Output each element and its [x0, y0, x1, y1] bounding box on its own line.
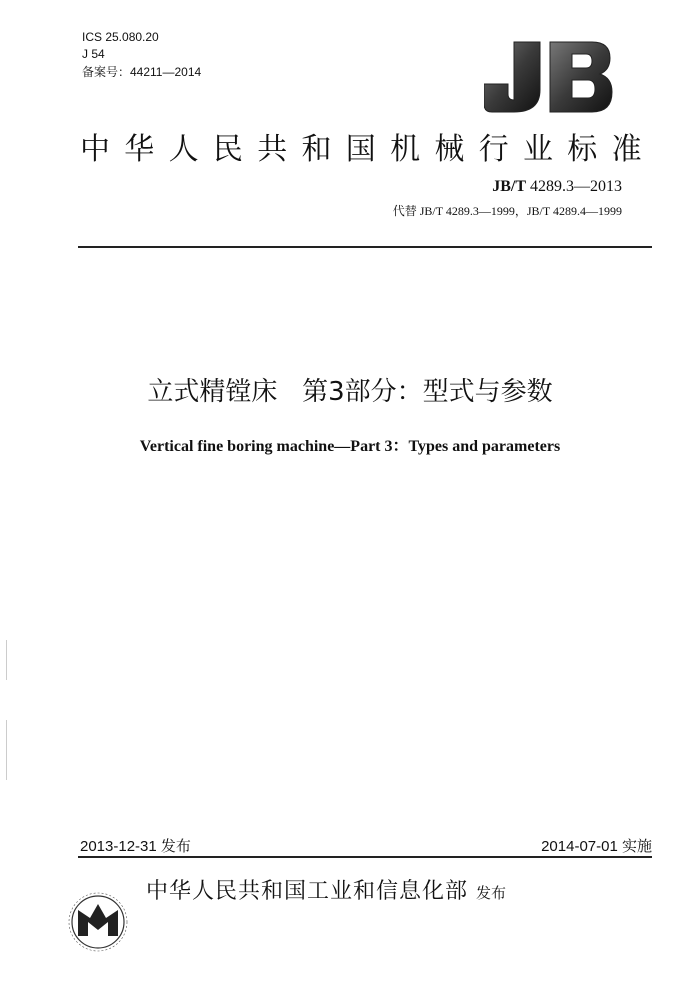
issue-date: 2013-12-31 发布	[80, 838, 191, 855]
top-divider	[78, 246, 652, 248]
standard-code-prefix: JB/T	[492, 178, 526, 195]
standard-code-number: 4289.3—2013	[530, 178, 622, 195]
organization-title: 中华人民共和国机械行业标准	[80, 132, 656, 167]
scan-edge-mark	[6, 640, 7, 680]
publisher	[146, 874, 506, 905]
standard-number	[492, 178, 622, 196]
ics-code: ICS 25.080.20	[82, 30, 159, 44]
implementation-date: 2014-07-01 实施	[541, 838, 652, 855]
bottom-divider	[78, 856, 652, 858]
ccs-code: J 54	[82, 47, 105, 61]
replaces-note: 代替 JB/T 4289.3—1999，JB/T 4289.4—1999	[392, 204, 622, 218]
ministry-seal-icon	[68, 892, 128, 952]
title-chinese: 立式精镗床 第3部分：型式与参数	[147, 377, 553, 407]
jb-logo	[484, 38, 614, 116]
publisher-suffix: 发布	[476, 884, 507, 902]
record-number: 备案号：44211—2014	[82, 65, 202, 79]
scan-edge-mark	[6, 720, 7, 780]
publisher-name: 中华人民共和国工业和信息化部	[146, 879, 469, 904]
title-english: Vertical fine boring machine—Part 3：Types and parameters	[139, 438, 561, 455]
